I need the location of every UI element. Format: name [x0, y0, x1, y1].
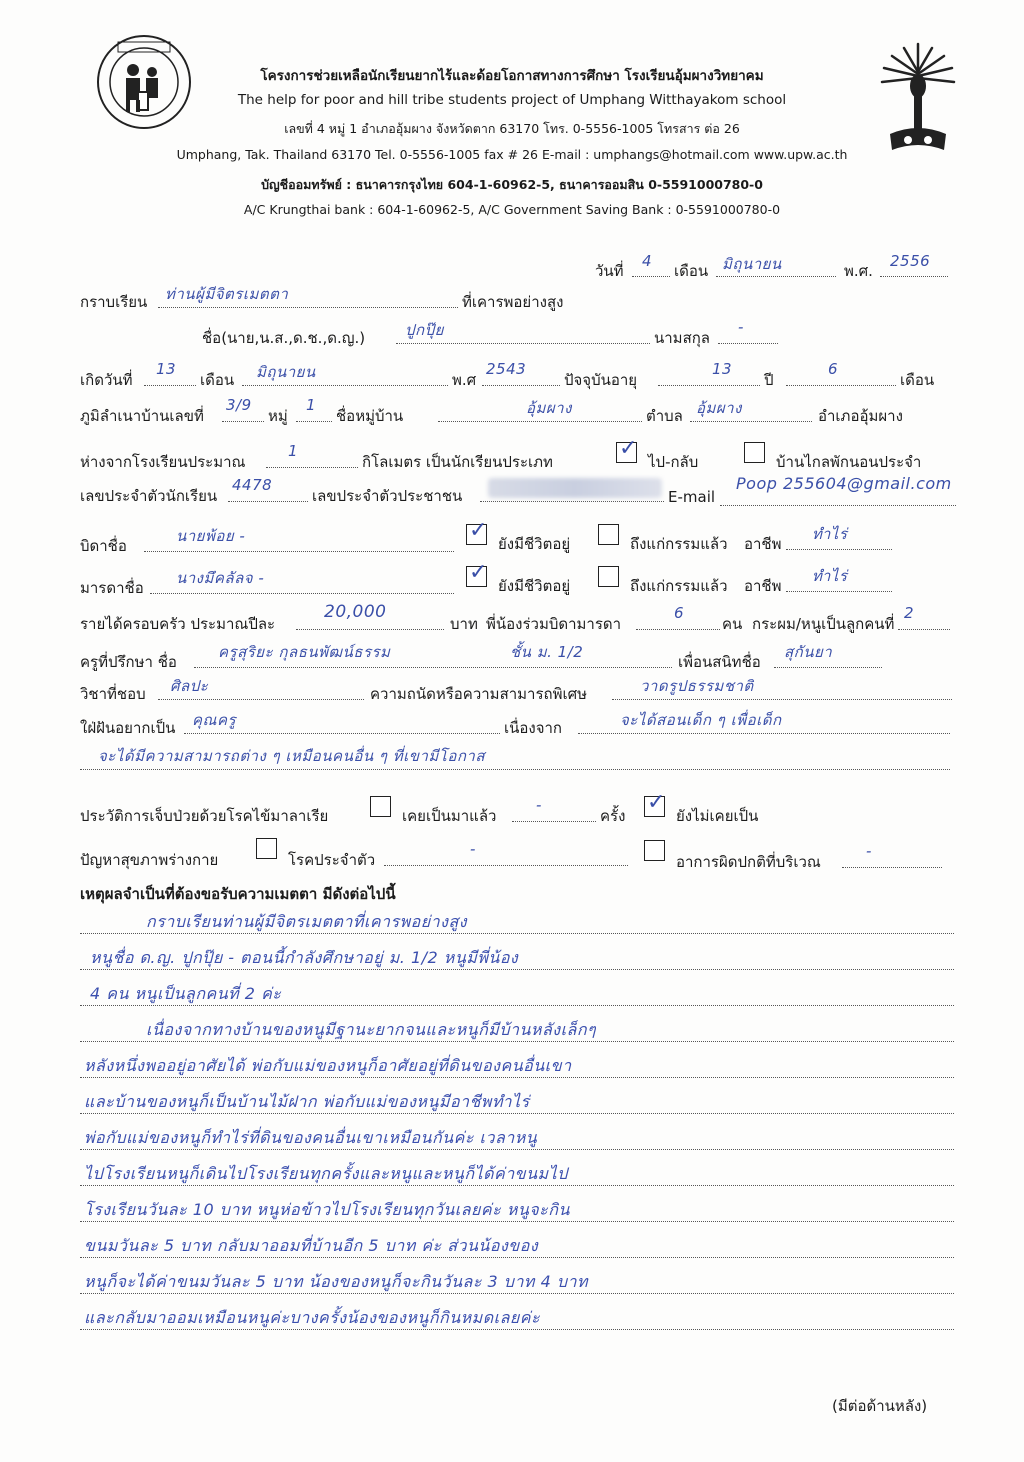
malaria-label: ประวัติการเจ็บป่วยด้วยโรคไข้มาลาเรีย: [80, 807, 329, 825]
dream-label: ใฝ่ฝันอยากเป็น: [80, 719, 176, 737]
age-label: ปัจจุบันอายุ: [564, 371, 638, 389]
father-occupation-label: อาชีพ: [744, 535, 782, 553]
income-unit: บาท: [450, 615, 478, 633]
birth-month-value[interactable]: มิถุนายน: [256, 363, 316, 381]
talent-value[interactable]: วาดรูปธรรมชาติ: [640, 677, 754, 695]
subject-label: วิชาที่ชอบ: [80, 685, 146, 703]
check-mark-icon: ✓: [619, 436, 638, 461]
distance-label: ห่างจากโรงเรียนประมาณ: [80, 453, 246, 471]
letter-line: หนูชื่อ ด.ญ. ปูกปุ๊ย - ตอนนี้กำลังศึกษาอยู่ ม. 1/2 หนูมีพี่น้อง: [90, 948, 519, 967]
malaria-times-value[interactable]: -: [536, 796, 542, 814]
letter-line: หลังหนึ่งพออยู่อาศัยได้ พ่อกับแม่ของหนูก็อาศัยอยู่ที่ดินของคนอื่นเขา: [84, 1056, 572, 1075]
dream-value[interactable]: คุณครู: [192, 711, 237, 729]
siblings-value[interactable]: 6: [674, 604, 685, 622]
commute-label: ไป-กลับ: [648, 453, 699, 471]
friend-label: เพื่อนสนิทชื่อ: [678, 653, 761, 671]
chronic-label: โรคประจำตัว: [288, 851, 376, 869]
header-title-th: โครงการช่วยเหลือนักเรียนยากไร้และด้อยโอกาสทางการศึกษา โรงเรียนอุ้มผางวิทยาคม: [260, 68, 764, 84]
class-value[interactable]: ชั้น ม. 1/2: [510, 643, 584, 661]
father-deceased-label: ถึงแก่กรรมแล้ว: [630, 535, 728, 553]
birth-day-value[interactable]: 13: [156, 360, 177, 378]
salutation-label: กราบเรียน: [80, 293, 148, 311]
birth-day-label: เกิดวันที่: [80, 371, 133, 389]
check-mark-icon: ✓: [647, 790, 666, 815]
letter-line: กราบเรียนท่านผู้มีจิตรเมตตาที่เคารพอย่างสูง: [146, 912, 468, 931]
subject-value[interactable]: ศิลปะ: [170, 677, 209, 695]
age-months-label: เดือน: [900, 371, 935, 389]
village-label: ชื่อหมู่บ้าน: [336, 407, 404, 425]
siblings-label: พี่น้องร่วมบิดามารดา: [486, 615, 622, 633]
date-month-label: เดือน: [674, 262, 709, 280]
mother-occupation-value[interactable]: ทำไร่: [812, 567, 848, 585]
mother-deceased-label: ถึงแก่กรรมแล้ว: [630, 577, 728, 595]
birth-year-value[interactable]: 2543: [486, 360, 527, 378]
malaria-never-label: ยังไม่เคยเป็น: [676, 807, 759, 825]
boarding-checkbox[interactable]: [744, 442, 765, 463]
tambon-label: ตำบล: [646, 407, 683, 425]
father-value[interactable]: นายพ้อย -: [176, 527, 246, 545]
mother-alive-checkbox[interactable]: [466, 560, 488, 587]
chronic-value[interactable]: -: [470, 840, 476, 858]
letter-line: 4 คน หนูเป็นลูกคนที่ 2 ค่ะ: [90, 984, 282, 1003]
income-label: รายได้ครอบครัว ประมาณปีละ: [80, 615, 276, 633]
letter-line: และบ้านของหนูก็เป็นบ้านไม้ฝาก พ่อกับแม่ของหนูมีอาชีพทำไร่: [84, 1092, 530, 1111]
talent-label: ความถนัดหรือความสามารถพิเศษ: [370, 685, 588, 703]
letter-line: เนื่องจากทางบ้านของหนูมีฐานะยากจนและหนูก็มีบ้านหลังเล็กๆ: [146, 1020, 597, 1039]
mother-alive-label: ยังมีชีวิตอยู่: [498, 577, 571, 595]
letter-line: ไปโรงเรียนหนูก็เดินไปโรงเรียนทุกครั้งและหนูและหนูก็ได้ค่าขนมไป: [84, 1164, 568, 1183]
father-alive-label: ยังมีชีวิตอยู่: [498, 535, 571, 553]
because-label: เนื่องจาก: [504, 719, 563, 737]
malaria-had-label: เคยเป็นมาแล้ว: [402, 807, 497, 825]
age-months-value[interactable]: 6: [828, 360, 839, 378]
header-bank-en: A/C Krungthai bank : 604-1-60962-5, A/C Government Saving Bank : 0-5591000780-0: [243, 202, 781, 217]
father-label: บิดาชื่อ: [80, 537, 127, 555]
distance-value[interactable]: 1: [288, 442, 299, 460]
mother-occupation-label: อาชีพ: [744, 577, 782, 595]
citizen-id-label: เลขประจำตัวประชาชน: [312, 487, 463, 505]
child-order-value[interactable]: 2: [904, 604, 915, 622]
mother-deceased-checkbox[interactable]: [598, 566, 619, 587]
abnormal-checkbox[interactable]: [644, 840, 665, 861]
salutation-value[interactable]: ท่านผู้มีจิตรเมตตา: [165, 285, 289, 303]
father-alive-checkbox[interactable]: [466, 518, 488, 545]
abnormal-value[interactable]: -: [866, 842, 872, 860]
house-no-label: ภูมิลำเนาบ้านเลขที่: [80, 407, 204, 425]
moo-label: หมู่: [268, 407, 288, 425]
teacher-label: ครูที่ปรึกษา ชื่อ: [80, 653, 177, 671]
malaria-times-unit: ครั้ง: [600, 807, 626, 825]
house-no-value[interactable]: 3/9: [226, 396, 252, 414]
header-bank-th: บัญชีออมทรัพย์ : ธนาคารกรุงไทย 604-1-60962-5, ธนาคารออมสิน 0-5591000780-0: [261, 177, 763, 192]
father-occupation-value[interactable]: ทำไร่: [812, 525, 848, 543]
malaria-never-checkbox[interactable]: [644, 790, 666, 817]
health-label: ปัญหาสุขภาพร่างกาย: [80, 851, 219, 869]
chronic-checkbox[interactable]: [256, 838, 277, 859]
check-mark-icon: ✓: [469, 560, 488, 585]
father-deceased-checkbox[interactable]: [598, 524, 619, 545]
letter-line: หนูก็จะได้ค่าขนมวันละ 5 บาท น้องของหนูก็จะกินวันละ 3 บาท 4 บาท: [84, 1272, 589, 1291]
malaria-had-checkbox[interactable]: [370, 796, 391, 817]
header-title-en: The help for poor and hill tribe students project of Umphang Witthayakom school: [237, 92, 787, 108]
because-value[interactable]: จะได้สอนเด็ก ๆ เพื่อเด็ก: [620, 711, 782, 729]
email-label: E-mail: [668, 488, 716, 506]
mother-value[interactable]: นางมึคลัลจ -: [176, 569, 265, 587]
check-mark-icon: ✓: [469, 518, 488, 543]
date-month-value[interactable]: มิถุนายน: [722, 255, 782, 273]
birth-month-label: เดือน: [200, 371, 235, 389]
citizen-id-redacted: [488, 478, 662, 498]
letter-line: พ่อกับแม่ของหนูก็ทำไร่ที่ดินของคนอื่นเขาเหมือนกันค่ะ เวลาหนู: [84, 1128, 538, 1147]
commute-checkbox[interactable]: [616, 436, 638, 463]
birth-year-label: พ.ศ: [452, 371, 477, 389]
age-years-value[interactable]: 13: [712, 360, 733, 378]
letter-line: ขนมวันละ 5 บาท กลับมาออมที่บ้านอีก 5 บาท ค่ะ ส่วนน้องของ: [84, 1236, 539, 1255]
teacher-value[interactable]: ครูสุริยะ กุลธนพัฒน์ธรรม: [218, 643, 391, 661]
distance-unit: กิโลเมตร เป็นนักเรียนประเภท: [362, 453, 553, 471]
continued-note: (มีต่อด้านหลัง): [832, 1397, 928, 1415]
age-years-label: ปี: [764, 371, 774, 389]
friend-value[interactable]: สุกันยา: [784, 643, 833, 661]
salutation-suffix: ที่เคารพอย่างสูง: [462, 293, 564, 311]
letter-line: โรงเรียนวันละ 10 บาท หนูห่อข้าวไปโรงเรียนทุกวันเลยค่ะ หนูจะกิน: [84, 1200, 570, 1219]
siblings-unit: คน: [722, 615, 743, 633]
student-id-value[interactable]: 4478: [232, 476, 273, 494]
income-value[interactable]: 20,000: [324, 602, 387, 622]
name-label: ชื่อ(นาย,น.ส.,ด.ช.,ด.ญ.): [202, 329, 366, 347]
email-value[interactable]: Poop 255604@gmail.com: [736, 474, 952, 493]
surname-label: นามสกุล: [654, 329, 710, 347]
header-address-en: Umphang, Tak. Thailand 63170 Tel. 0-5556-1005 fax # 26 E-mail : umphangs@hotmail.com www.upw.ac.th: [176, 147, 848, 162]
mother-label: มารดาชื่อ: [80, 579, 144, 597]
tambon-value[interactable]: อุ้มผาง: [696, 399, 742, 417]
name-value[interactable]: ปูกปุ๊ย: [405, 321, 444, 339]
abnormal-label: อาการผิดปกติที่บริเวณ: [676, 853, 821, 871]
date-year-value[interactable]: 2556: [890, 252, 931, 270]
moo-value[interactable]: 1: [306, 396, 317, 414]
letter-line: และกลับมาออมเหมือนหนูค่ะบางครั้งน้องของหนูก็กินหมดเลยค่ะ: [84, 1308, 541, 1327]
header-address-th: เลขที่ 4 หมู่ 1 อำเภออุ้มผาง จังหวัดตาก 63170 โทร. 0-5556-1005 โทรสาร ต่อ 26: [284, 121, 740, 136]
surname-value[interactable]: -: [738, 318, 744, 336]
date-year-label: พ.ศ.: [844, 262, 873, 280]
boarding-label: บ้านไกลพักนอนประจำ: [776, 453, 922, 471]
child-order-label: กระผม/หนูเป็นลูกคนที่: [752, 615, 895, 633]
date-day-label: วันที่: [595, 262, 624, 280]
village-value[interactable]: อุ้มผาง: [526, 399, 572, 417]
date-day-value[interactable]: 4: [642, 252, 653, 270]
amphoe-label: อำเภออุ้มผาง: [818, 407, 903, 425]
student-id-label: เลขประจำตัวนักเรียน: [80, 487, 218, 505]
reason-label: เหตุผลจำเป็นที่ต้องขอรับความเมตตา มีดังต่อไปนี้: [80, 885, 396, 903]
because-value-line2[interactable]: จะได้มีความสามารถต่าง ๆ เหมือนคนอื่น ๆ ที่เขามีโอกาส: [98, 747, 486, 765]
